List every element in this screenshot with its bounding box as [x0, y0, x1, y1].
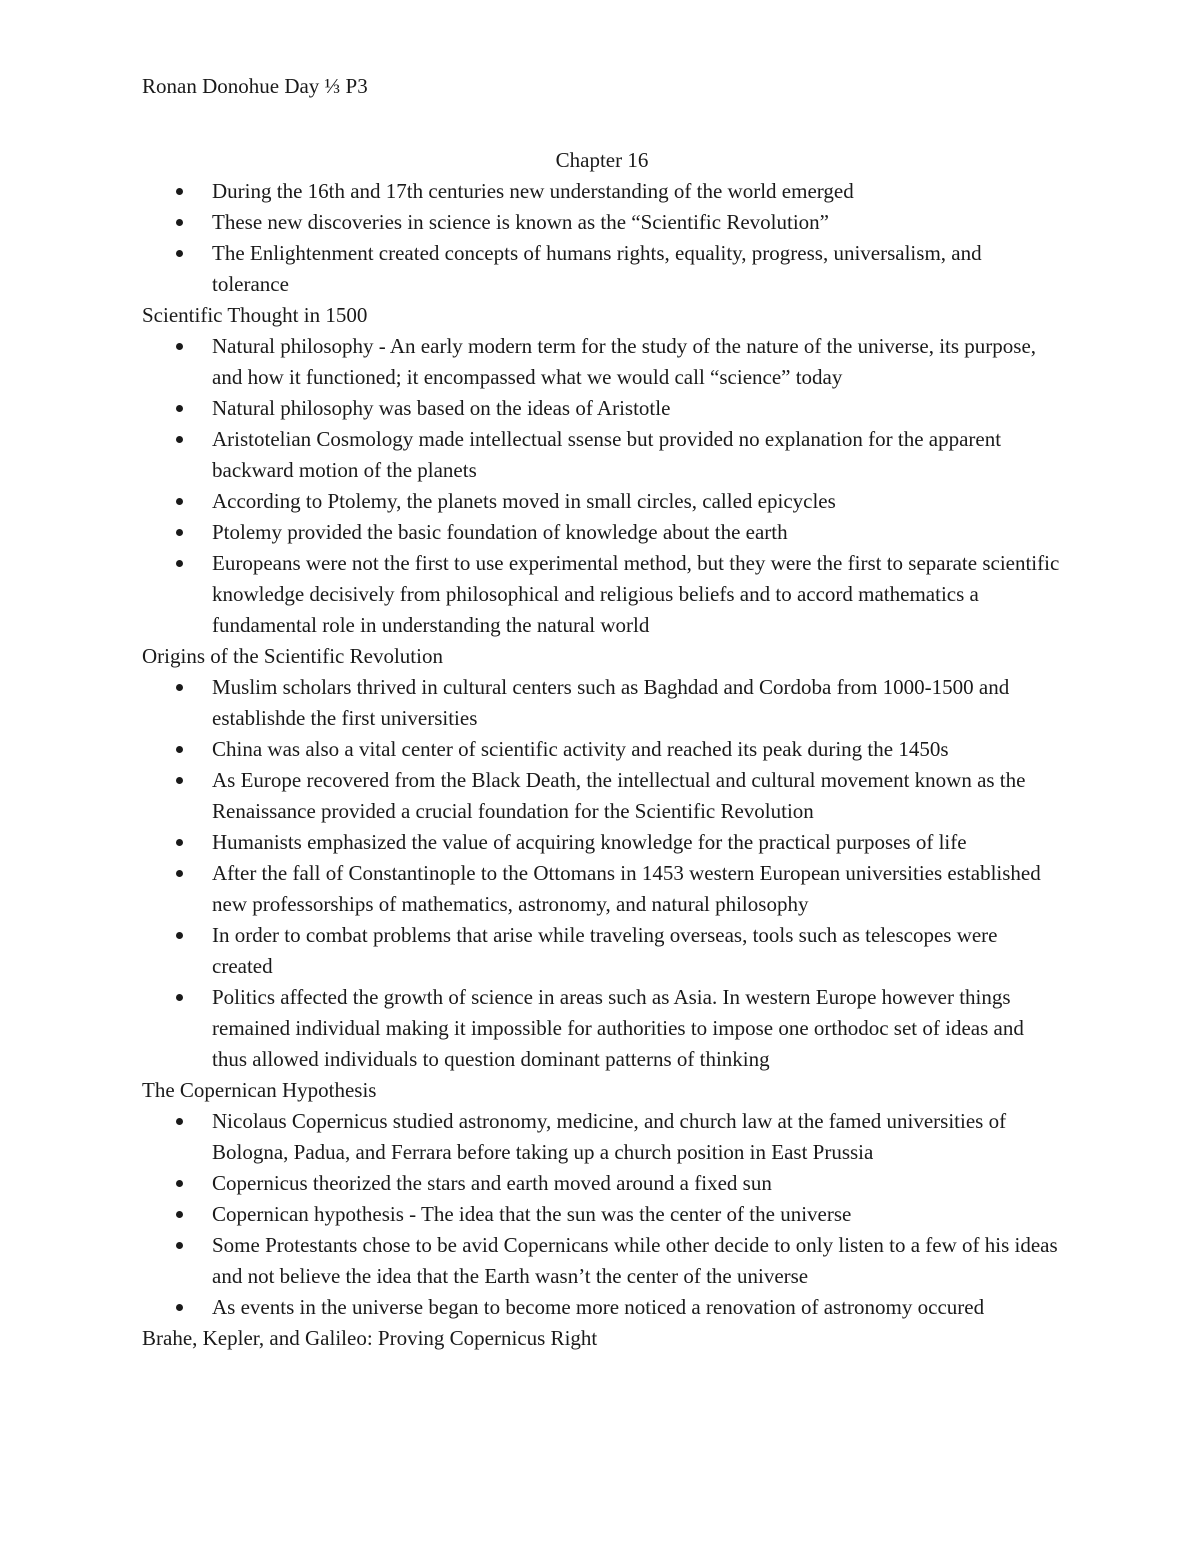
- bullet-icon: [176, 498, 183, 505]
- list-item: [142, 1199, 1062, 1230]
- bullet-icon: [176, 870, 183, 877]
- section-heading-copernican: The Copernican Hypothesis: [142, 1078, 377, 1102]
- list-item: [142, 176, 1062, 207]
- bullet-icon: [176, 932, 183, 939]
- bullet-icon: [176, 777, 183, 784]
- list-item: [142, 827, 1062, 858]
- bullet-icon: [176, 839, 183, 846]
- list-item: [142, 858, 1062, 920]
- bullet-icon: [176, 405, 183, 412]
- list-item: [142, 920, 1062, 982]
- bullet-icon: [176, 219, 183, 226]
- list-item-text: According to Ptolemy, the planets moved in small circles, called epicycles: [212, 489, 836, 513]
- bullet-icon: [176, 250, 183, 257]
- list-item-text: In order to combat problems that arise while traveling overseas, tools such as telescopes were created: [212, 923, 998, 978]
- bullet-icon: [176, 684, 183, 691]
- bullet-icon: [176, 746, 183, 753]
- list-item-text: Ptolemy provided the basic foundation of knowledge about the earth: [212, 520, 788, 544]
- list-item: [142, 517, 1062, 548]
- bullet-icon: [176, 1242, 183, 1249]
- list-item: [142, 1292, 1062, 1323]
- list-item: [142, 207, 1062, 238]
- bullet-icon: [176, 1118, 183, 1125]
- bullet-icon: [176, 560, 183, 567]
- list-item: [142, 548, 1062, 641]
- list-item: [142, 765, 1062, 827]
- bullet-icon: [176, 343, 183, 350]
- list-item: [142, 1106, 1062, 1168]
- section-heading-brahe-kepler-galileo: Brahe, Kepler, and Galileo: Proving Copernicus Right: [142, 1326, 598, 1350]
- list-item: [142, 331, 1062, 393]
- list-item: [142, 982, 1062, 1075]
- list-item-text: Muslim scholars thrived in cultural centers such as Baghdad and Cordoba from 1000-1500 and establishde the first universities: [212, 675, 1010, 730]
- page-title: Chapter 16: [555, 148, 649, 172]
- list-item-text: Some Protestants chose to be avid Copernicans while other decide to only listen to a few of his ideas and not believe the idea that the Earth wasn’t the center of the universe: [212, 1233, 1058, 1288]
- list-item-text: Aristotelian Cosmology made intellectual ssense but provided no explanation for the apparent backward motion of the planets: [212, 427, 1002, 482]
- list-item-text: Natural philosophy - An early modern term for the study of the nature of the universe, its purpose, and how it functioned; it encompassed what we would call “science” today: [212, 334, 1037, 389]
- list-item-text: After the fall of Constantinople to the Ottomans in 1453 western European universities established new professorships of mathematics, astronomy, and natural philosophy: [212, 861, 1041, 916]
- bullet-icon: [176, 188, 183, 195]
- bullet-icon: [176, 1304, 183, 1311]
- list-item: [142, 1230, 1062, 1292]
- list-item: [142, 672, 1062, 734]
- list-item: [142, 424, 1062, 486]
- bullet-icon: [176, 1180, 183, 1187]
- list-item-text: As Europe recovered from the Black Death, the intellectual and cultural movement known as the Renaissance provided a crucial foundation for the Scientific Revolution: [212, 768, 1026, 823]
- origins-list: [142, 672, 1062, 1075]
- header-spacer: [142, 102, 1062, 145]
- list-item: [142, 1168, 1062, 1199]
- copernican-list: [142, 1106, 1062, 1323]
- list-item-text: As events in the universe began to become more noticed a renovation of astronomy occured: [212, 1295, 985, 1319]
- document-page: [142, 71, 1062, 1354]
- list-item-text: These new discoveries in science is known as the “Scientific Revolution”: [212, 210, 829, 234]
- list-item-text: China was also a vital center of scientific activity and reached its peak during the 1450s: [212, 737, 949, 761]
- scientific-thought-list: [142, 331, 1062, 641]
- list-item-text: Europeans were not the first to use experimental method, but they were the first to separate scientific knowledge decisively from philosophical and religious beliefs and to accord mathematics a fundamental role in understanding the natural world: [212, 551, 1060, 637]
- bullet-icon: [176, 529, 183, 536]
- bullet-icon: [176, 436, 183, 443]
- intro-list: [142, 176, 1062, 300]
- section-heading-origins: Origins of the Scientific Revolution: [142, 644, 443, 668]
- section-heading-scientific-thought: Scientific Thought in 1500: [142, 303, 368, 327]
- list-item-text: Humanists emphasized the value of acquiring knowledge for the practical purposes of life: [212, 830, 967, 854]
- student-header: Ronan Donohue Day ⅓ P3: [142, 74, 368, 98]
- list-item-text: Nicolaus Copernicus studied astronomy, medicine, and church law at the famed universities of Bologna, Padua, and Ferrara before taking up a church position in East Prussia: [212, 1109, 1007, 1164]
- list-item-text: The Enlightenment created concepts of humans rights, equality, progress, universalism, and tolerance: [212, 241, 982, 296]
- list-item-text: Copernican hypothesis - The idea that the sun was the center of the universe: [212, 1202, 852, 1226]
- bullet-icon: [176, 994, 183, 1001]
- list-item: [142, 238, 1062, 300]
- list-item: [142, 486, 1062, 517]
- list-item-text: Politics affected the growth of science in areas such as Asia. In western Europe however things remained individual making it impossible for authorities to impose one orthodoc set of ideas and thus allowed individuals to question dominant patterns of thinking: [212, 985, 1024, 1071]
- bullet-icon: [176, 1211, 183, 1218]
- list-item-text: Natural philosophy was based on the ideas of Aristotle: [212, 396, 671, 420]
- list-item: [142, 393, 1062, 424]
- list-item-text: Copernicus theorized the stars and earth moved around a fixed sun: [212, 1171, 772, 1195]
- list-item: [142, 734, 1062, 765]
- list-item-text: During the 16th and 17th centuries new understanding of the world emerged: [212, 179, 854, 203]
